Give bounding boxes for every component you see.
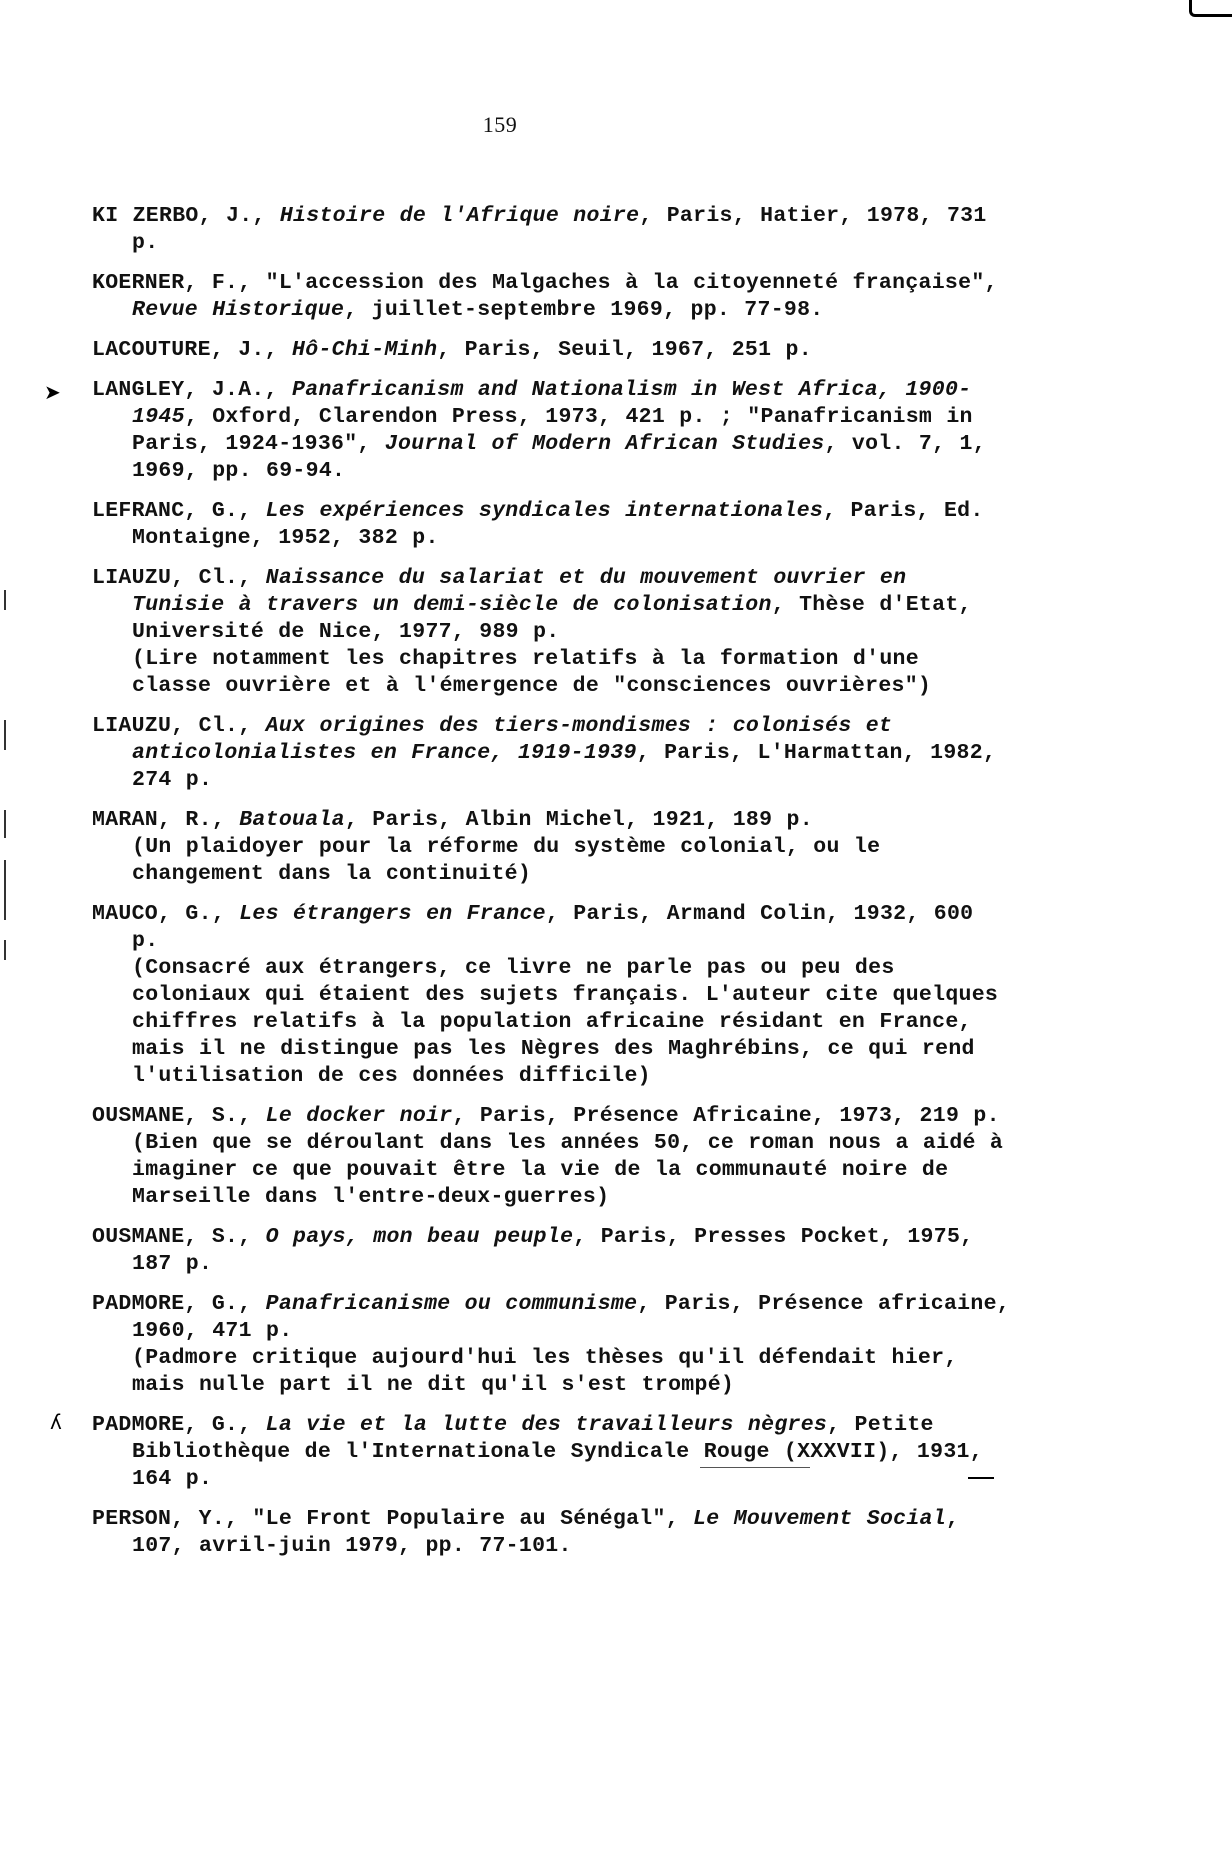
bibliography-list: [92, 203, 1012, 1573]
bibliography-entry: LIAUZU, Cl., Naissance du salariat et du mouvement ouvrier en Tunisie à travers un demi-siècle de colonisation, Thèse d'Etat, Université de Nice, 1977, 989 p. (Lire notamment les chapitres relatifs à la formation d'une classe ouvrière et à l'émergence de "consciences ouvrières"): [92, 565, 1012, 700]
bibliography-entry: PADMORE, G., La vie et la lutte des travailleurs nègres, Petite Bibliothèque de l'Internationale Syndicale Rouge (XXXVII), 1931, 164 p.: [92, 1413, 983, 1491]
edge-scan-mark: [4, 860, 6, 920]
entry-note: (Bien que se déroulant dans les années 50, ce roman nous a aidé à imaginer ce que pouvait être la vie de la communauté noire de Marseille dans l'entre-deux-guerres): [132, 1131, 1004, 1209]
bibliography-entry: MAUCO, G., Les étrangers en France, Paris, Armand Colin, 1932, 600 p. (Consacré aux étrangers, ce livre ne parle pas ou peu des coloniaux qui étaient des sujets français. L'auteur cite quelques chiffres relatifs à la population africaine résidant en France, mais il ne distingue pas les Nègres des Maghrébins, ce qui rend l'utilisation de ces données difficile): [92, 901, 1012, 1090]
bibliography-entry: MARAN, R., Batouala, Paris, Albin Michel, 1921, 189 p. (Un plaidoyer pour la réforme du système colonial, ou le changement dans la continuité): [92, 807, 1012, 888]
bibliography-entry: LANGLEY, J.A., Panafricanism and Nationalism in West Africa, 1900-1945, Oxford, Clarendon Press, 1973, 421 p. ; "Panafricanism in Paris, 1924-1936", Journal of Modern African Studies, vol. 7, 1, 1969, pp. 69-94.: [92, 378, 986, 483]
bibliography-entry: LIAUZU, Cl., Aux origines des tiers-mondismes : colonisés et anticolonialistes en France, 1919-1939, Paris, L'Harmattan, 1982, 274 p.: [92, 714, 997, 792]
bibliography-entry: LEFRANC, G., Les expériences syndicales internationales, Paris, Ed. Montaigne, 1952, 382 p.: [92, 499, 984, 550]
edge-scan-mark: [4, 810, 6, 838]
bibliography-entry: OUSMANE, S., Le docker noir, Paris, Présence Africaine, 1973, 219 p. (Bien que se déroulant dans les années 50, ce roman nous a aidé à imaginer ce que pouvait être la vie de la communauté noire de Marseille dans l'entre-deux-guerres): [92, 1103, 1012, 1211]
entry-note: (Padmore critique aujourd'hui les thèses qu'il défendait hier, mais nulle part il ne dit qu'il s'est trompé): [132, 1346, 958, 1397]
bibliography-entry: PADMORE, G., Panafricanisme ou communisme, Paris, Présence africaine, 1960, 471 p. (Padmore critique aujourd'hui les thèses qu'il défendait hier, mais nulle part il ne dit qu'il s'est trompé): [92, 1291, 1012, 1399]
bibliography-entry: OUSMANE, S., O pays, mon beau peuple, Paris, Presses Pocket, 1975, 187 p.: [92, 1225, 974, 1276]
edge-scan-mark: [4, 720, 6, 750]
edge-scan-mark: [4, 590, 6, 610]
corner-scan-mark: [1189, 0, 1232, 17]
bibliography-entry: KOERNER, F., "L'accession des Malgaches à la citoyenneté française", Revue Historique, juillet-septembre 1969, pp. 77-98.: [92, 271, 998, 322]
entry-note: (Un plaidoyer pour la réforme du système colonial, ou le changement dans la continuité): [132, 835, 881, 886]
entry-note: (Lire notamment les chapitres relatifs à la formation d'une classe ouvrière et à l'émergence de "consciences ouvrières"): [132, 647, 932, 698]
edge-scan-mark: [4, 940, 6, 960]
entry-note: (Consacré aux étrangers, ce livre ne parle pas ou peu des coloniaux qui étaient des sujets français. L'auteur cite quelques chiffres relatifs à la population africaine résidant en France, mais il ne distingue pas les Nègres des Maghrébins, ce qui rend l'utilisation de ces données difficile): [132, 956, 999, 1088]
margin-check-icon: ʎ: [50, 1410, 62, 1434]
margin-arrow-icon: ➤: [44, 380, 61, 404]
bibliography-entry: KI ZERBO, J., Histoire de l'Afrique noire, Paris, Hatier, 1978, 731 p.: [92, 204, 987, 255]
bibliography-entry: LACOUTURE, J., Hô-Chi-Minh, Paris, Seuil, 1967, 251 p.: [92, 338, 812, 362]
bibliography-entry: PERSON, Y., "Le Front Populaire au Sénégal", Le Mouvement Social, 107, avril-juin 1979, pp. 77-101.: [92, 1507, 960, 1558]
page-number: 159: [482, 112, 518, 137]
